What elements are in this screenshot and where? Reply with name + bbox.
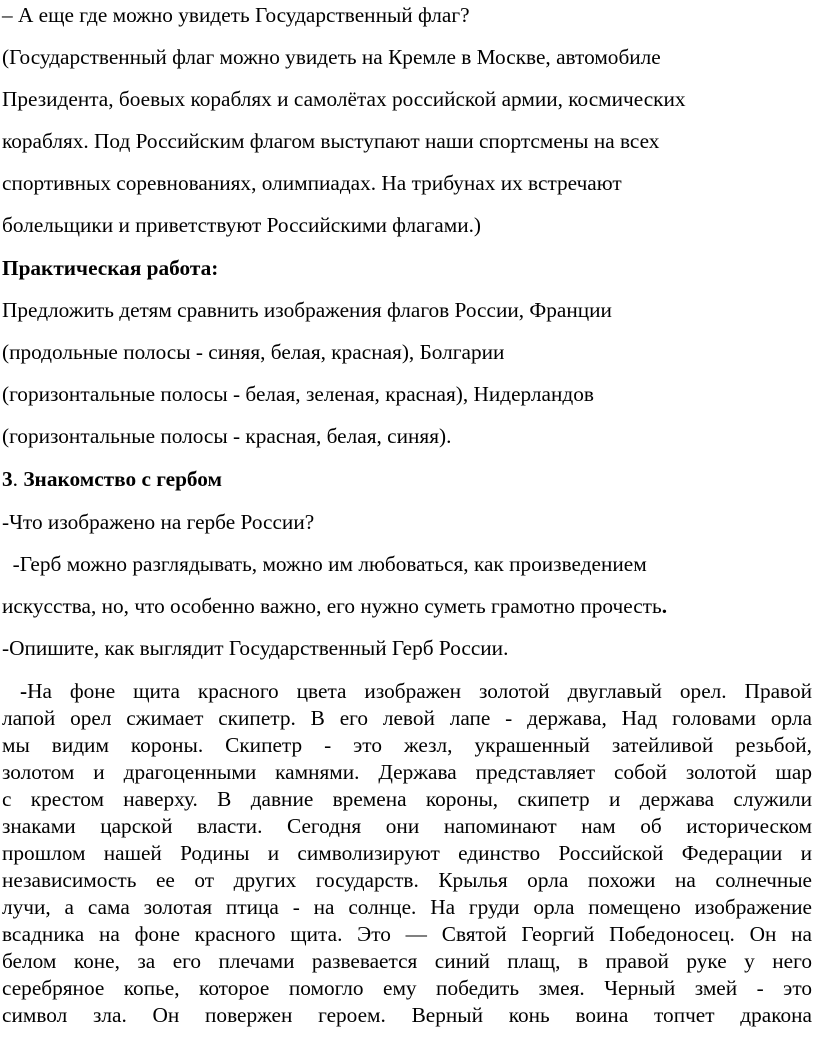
description-line: знаками царской власти. Сегодня они напоминают нам об историческом (2, 814, 812, 838)
flag-answer-line: Президента, боевых кораблях и самолётах российской армии, космических (2, 87, 686, 111)
description-line: с крестом наверху. В давние времена короны, скипетр и держава служили (2, 787, 812, 811)
emblem-text-line: -Герб можно разглядывать, можно им любоваться, как произведением (2, 552, 647, 576)
section-title: Знакомство с гербом (23, 467, 223, 491)
emblem-question: -Что изображено на гербе России? (2, 510, 315, 534)
practical-work-heading: Практическая работа: (2, 256, 219, 280)
description-line: серебряное копье, которое помогло ему победить змея. Черный змей - это (2, 976, 812, 1000)
flag-answer-line: спортивных соревнованиях, олимпиадах. На трибунах их встречают (2, 171, 622, 195)
description-line: мы видим короны. Скипетр - это жезл, украшенный затейливой резьбой, (2, 733, 812, 757)
description-line: лапой орел сжимает скипетр. В его левой лапе - держава, Над головами орла (2, 706, 812, 730)
emblem-text-content: искусства, но, что особенно важно, его нужно суметь грамотно прочесть (2, 594, 662, 618)
description-lead: - (2, 679, 28, 703)
emblem-text-line (2, 593, 667, 619)
emblem-text-end: . (661, 594, 668, 618)
description-line: независимость ее от других государств. Крылья орла похожи на солнечные (2, 868, 812, 892)
description-line: лучи, а сама золотая птица - на солнце. На груди орла помещено изображение (2, 895, 812, 919)
section-separator: . (12, 467, 24, 491)
description-line: всадника на фоне красного щита. Это — Святой Георгий Победоносец. Он на (2, 922, 812, 946)
description-line (2, 678, 812, 704)
flag-question: – А еще где можно увидеть Государственный флаг? (2, 3, 470, 27)
practical-work-line: (продольные полосы - синяя, белая, красная), Болгарии (2, 340, 505, 364)
description-line: белом коне, за его плечами развевается синий плащ, в правой руке у него (2, 949, 812, 973)
flag-answer-line: (Государственный флаг можно увидеть на Кремле в Москве, автомобиле (2, 45, 661, 69)
practical-work-line: Предложить детям сравнить изображения флагов России, Франции (2, 298, 612, 322)
section-heading (2, 466, 222, 492)
practical-work-line: (горизонтальные полосы - белая, зеленая, красная), Нидерландов (2, 382, 594, 406)
practical-work-line: (горизонтальные полосы - красная, белая, синяя). (2, 424, 452, 448)
flag-answer-line: кораблях. Под Российским флагом выступают наши спортсмены на всех (2, 129, 660, 153)
description-line: прошлом нашей Родины и символизируют единство Российской Федерации и (2, 841, 812, 865)
section-number: 3 (2, 467, 13, 491)
description-first-text: На фоне щита красного цвета изображен золотой двуглавый орел. Правой (27, 679, 812, 703)
description-line: золотом и драгоценными камнями. Держава представляет собой золотой шар (2, 760, 812, 784)
flag-answer-line: болельщики и приветствуют Российскими флагами.) (2, 213, 482, 237)
emblem-describe-question: -Опишите, как выглядит Государственный Герб России. (2, 636, 509, 660)
description-line: символ зла. Он повержен героем. Верный конь воина топчет дракона (2, 1003, 812, 1027)
